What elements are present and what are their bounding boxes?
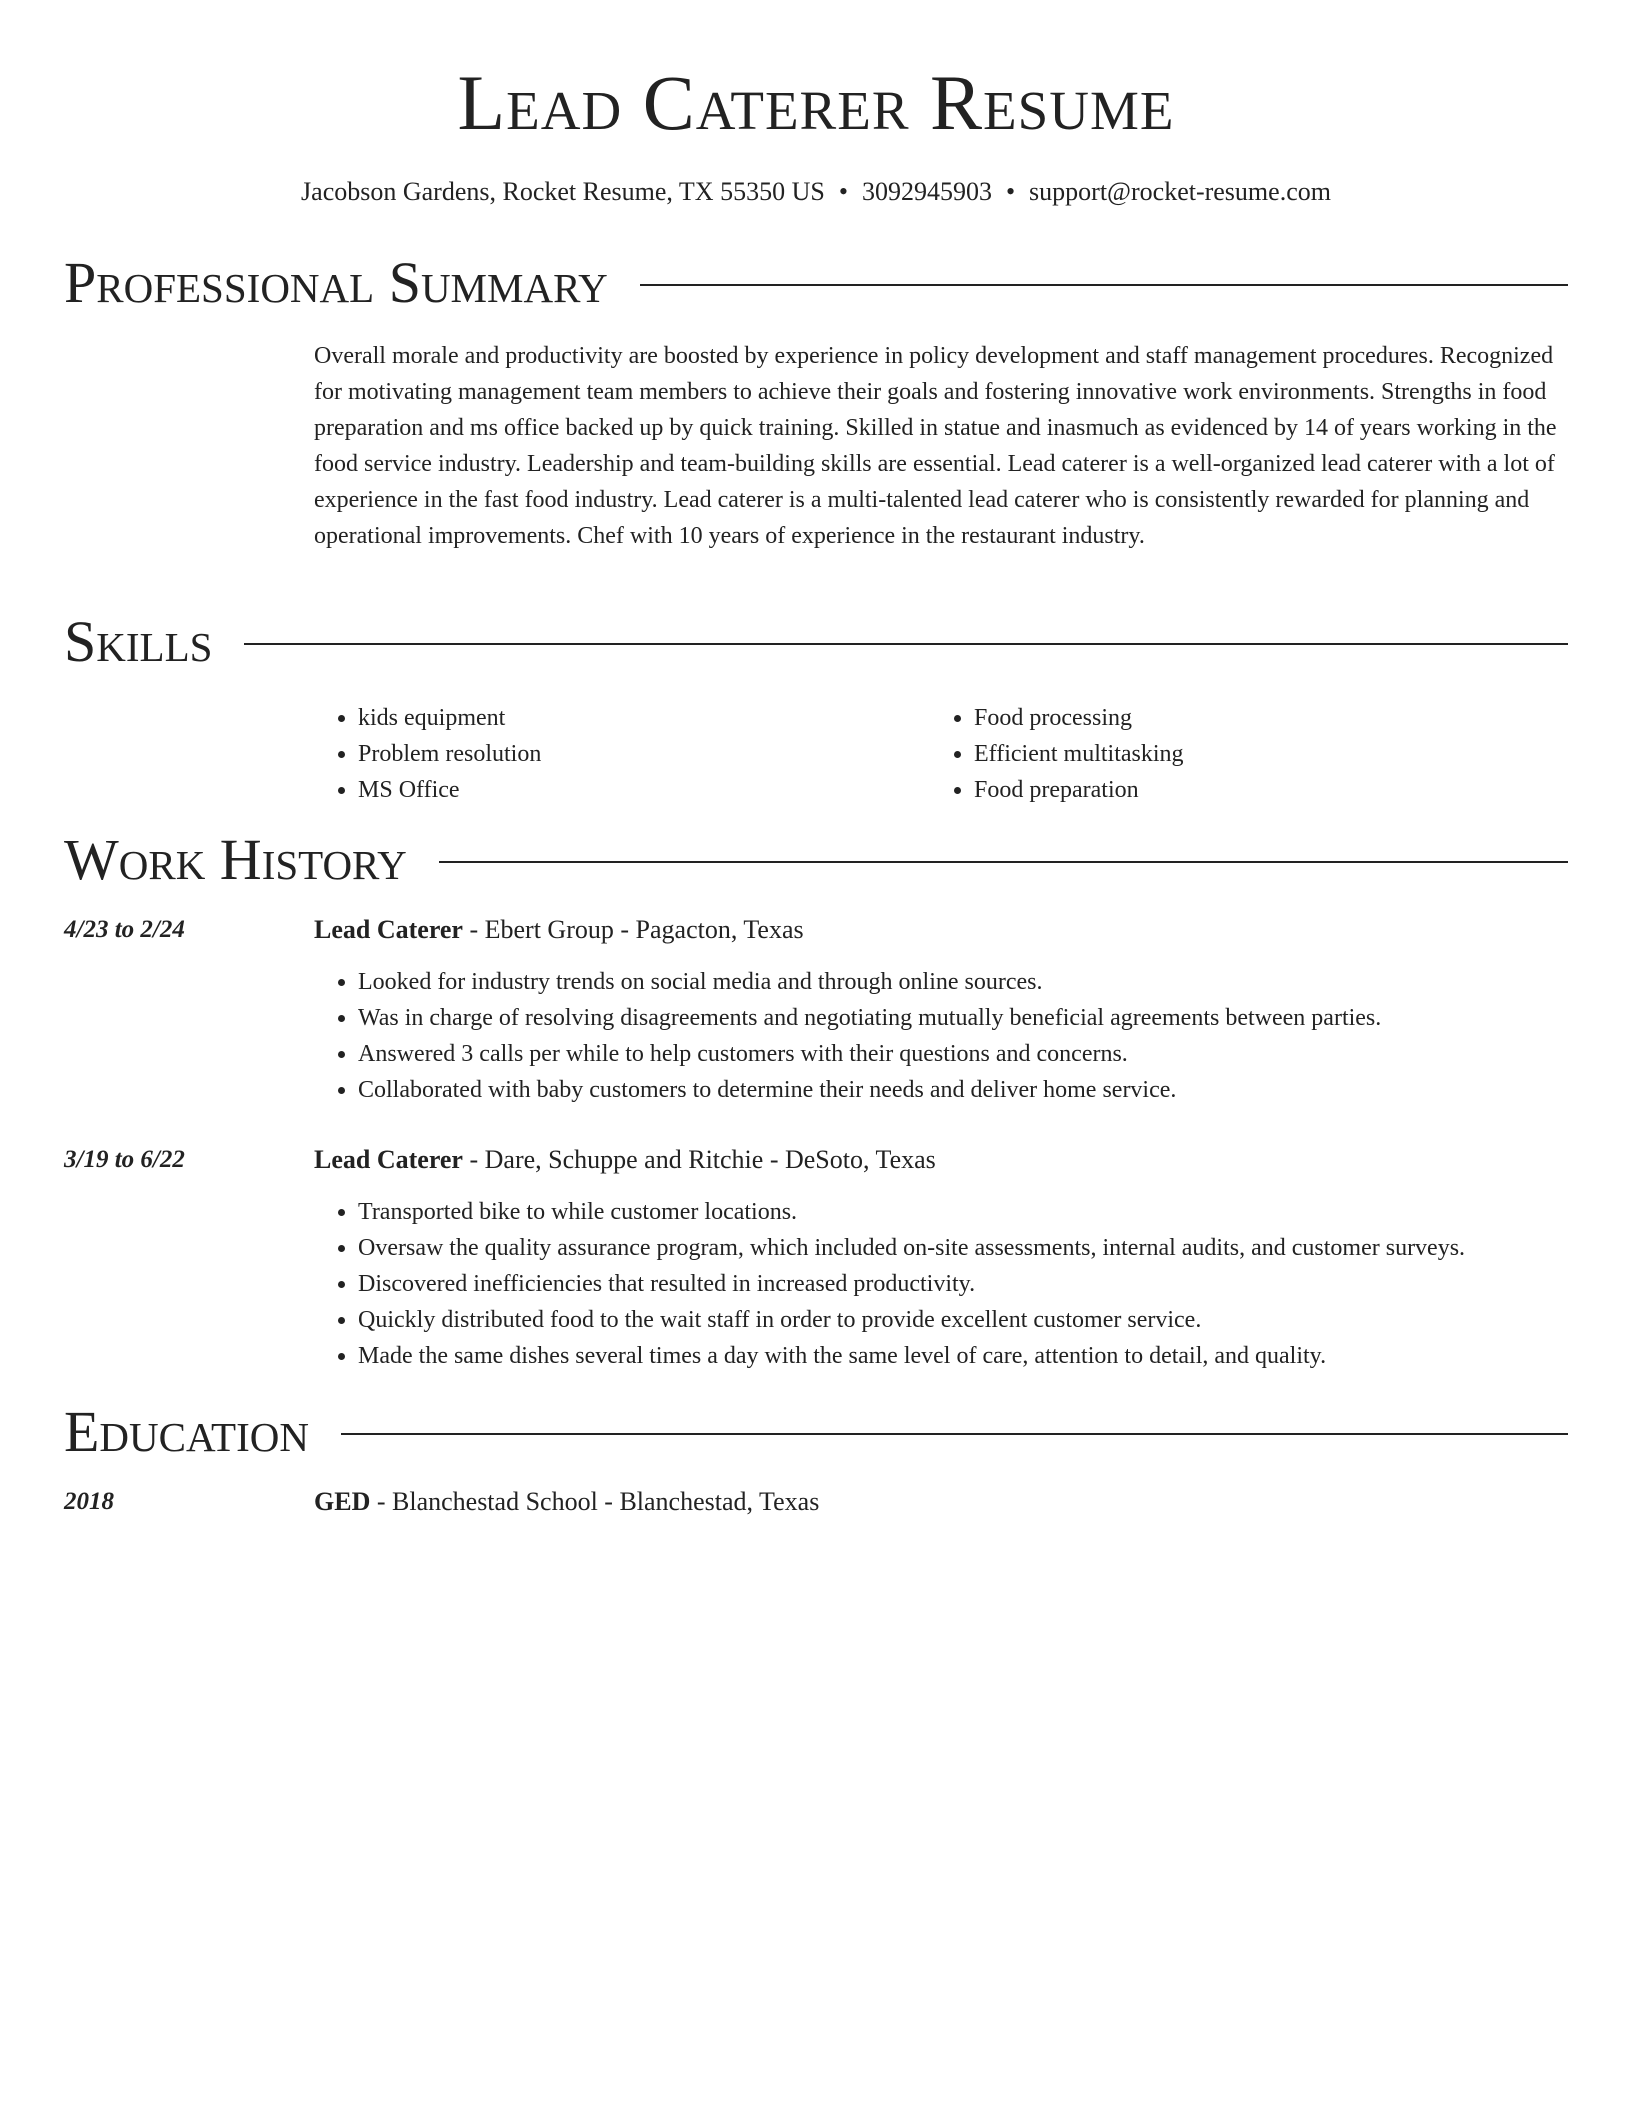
- skills-column-right: [930, 700, 1546, 808]
- job-role: Lead Caterer: [314, 1145, 463, 1174]
- skill-item: • kids equipment: [358, 700, 930, 736]
- summary-text: Overall morale and productivity are boosted by experience in policy development and staff management procedures. Recognized for motivating management team members to achieve their goals and fostering innovative work environments. Strengths in food preparation and ms office backed up by quick training. Skilled in statue and inasmuch as evidenced by 14 of years working in the food service industry. Leadership and team-building skills are essential. Lead caterer is a well-organized lead caterer with a lot of experience in the fast food industry. Lead caterer is a multi-talented lead caterer who is consistently rewarded for planning and operational improvements. Chef with 10 years of experience in the restaurant industry.: [314, 343, 1557, 549]
- summary-section-title: Professional Summary: [64, 250, 608, 315]
- job-bullet: • Made the same dishes several times a day with the same level of care, attention to detail, and quality.: [358, 1338, 1568, 1374]
- job-bullet: • Collaborated with baby customers to determine their needs and deliver home service.: [358, 1072, 1568, 1108]
- education-section-header: [64, 1397, 1568, 1467]
- job-bullet: • Oversaw the quality assurance program, which included on-site assessments, internal audits, and customer surveys.: [358, 1230, 1568, 1266]
- section-divider: [640, 284, 1568, 286]
- section-divider: [244, 643, 1568, 645]
- contact-email: support@rocket-resume.com: [1029, 177, 1331, 206]
- skill-item: • Problem resolution: [358, 736, 930, 772]
- section-divider: [341, 1433, 1568, 1435]
- contact-separator: •: [1005, 177, 1016, 206]
- job-details: - Ebert Group - Pagacton, Texas: [462, 915, 804, 944]
- job-bullet: • Discovered inefficiencies that resulted in increased productivity.: [358, 1266, 1568, 1302]
- job-bullet: • Transported bike to while customer locations.: [358, 1194, 1568, 1230]
- job-bullet: • Was in charge of resolving disagreements and negotiating mutually beneficial agreements between parties.: [358, 1000, 1568, 1036]
- contact-separator: •: [838, 177, 848, 206]
- work-section-header: [64, 825, 1568, 895]
- skill-item: • MS Office: [358, 772, 930, 808]
- education-degree: GED: [314, 1487, 371, 1516]
- education-heading: [314, 1484, 819, 1520]
- skills-list: [314, 700, 1568, 808]
- job-details: - Dare, Schuppe and Ritchie - DeSoto, Texas: [462, 1145, 936, 1174]
- skills-column-left: [314, 700, 930, 808]
- work-section-title: Work History: [64, 827, 407, 892]
- job-bullet: • Answered 3 calls per while to help customers with their questions and concerns.: [358, 1036, 1568, 1072]
- job-heading: [314, 912, 804, 948]
- education-year: 2018: [64, 1488, 114, 1515]
- contact-address: Jacobson Gardens, Rocket Resume, TX 55350 US: [301, 177, 825, 206]
- summary-section-header: [64, 248, 1568, 318]
- job-dates: 3/19 to 6/22: [64, 1146, 185, 1173]
- education-section-title: Education: [64, 1399, 309, 1464]
- job-heading: [314, 1142, 936, 1178]
- job-bullet: • Quickly distributed food to the wait staff in order to provide excellent customer service.: [358, 1302, 1568, 1338]
- skills-section-title: Skills: [64, 609, 213, 674]
- job-bullet: • Looked for industry trends on social media and through online sources.: [358, 964, 1568, 1000]
- contact-phone: 3092945903: [861, 177, 992, 206]
- job-bullets: [314, 1194, 1568, 1374]
- skills-section-header: [64, 607, 1568, 677]
- job-role: Lead Caterer: [314, 915, 463, 944]
- job-dates: 4/23 to 2/24: [64, 916, 185, 943]
- skill-item: • Food processing: [974, 700, 1546, 736]
- job-bullets: [314, 964, 1568, 1108]
- section-divider: [439, 861, 1568, 863]
- skill-item: • Efficient multitasking: [974, 736, 1546, 772]
- skill-item: • Food preparation: [974, 772, 1546, 808]
- education-details: - Blanchestad School - Blanchestad, Texas: [370, 1487, 820, 1516]
- contact-line: [64, 174, 1568, 210]
- resume-title: Lead Caterer Resume: [457, 59, 1175, 146]
